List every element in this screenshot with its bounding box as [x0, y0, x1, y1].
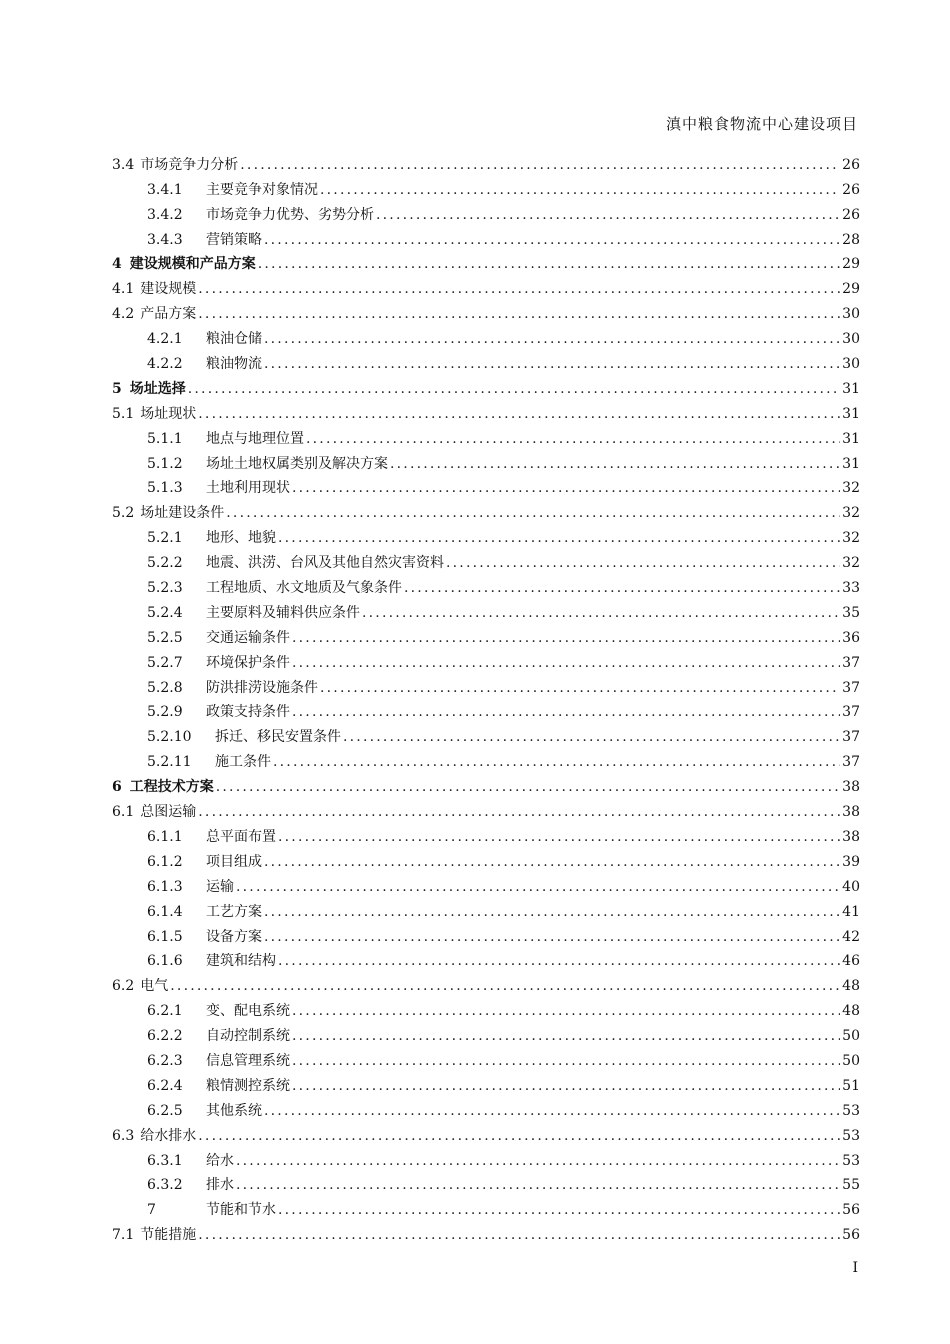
toc-entry-page: 51 — [842, 1077, 860, 1094]
toc-entry[interactable] — [112, 150, 860, 175]
toc-entry-page: 48 — [842, 978, 860, 995]
toc-dot-leader — [362, 603, 840, 623]
toc-entry[interactable] — [112, 299, 860, 324]
toc-entry[interactable] — [112, 474, 860, 499]
toc-dot-leader — [278, 827, 840, 847]
toc-dot-leader — [306, 429, 840, 449]
toc-entry[interactable] — [112, 947, 860, 972]
toc-dot-leader — [292, 478, 840, 498]
toc-entry-number: 6.1.2 — [147, 853, 183, 870]
toc-entry-page: 26 — [842, 156, 860, 173]
toc-entry-title: 市场竞争力优势、劣势分析 — [206, 206, 374, 223]
toc-dot-leader — [198, 304, 840, 324]
toc-entry-number: 5.2.7 — [147, 654, 183, 671]
toc-entry[interactable] — [112, 498, 860, 523]
toc-dot-leader — [404, 578, 840, 598]
toc-entry[interactable] — [112, 1021, 860, 1046]
toc-entry[interactable] — [112, 673, 860, 698]
toc-dot-leader — [292, 1051, 840, 1071]
toc-entry[interactable] — [112, 747, 860, 772]
toc-entry-number: 6.1.4 — [147, 903, 183, 920]
toc-entry-page: 41 — [842, 903, 860, 920]
toc-entry-page: 36 — [842, 629, 860, 646]
toc-dot-leader — [292, 1026, 840, 1046]
toc-entry[interactable] — [112, 971, 860, 996]
toc-entry-number: 6.2.3 — [147, 1052, 183, 1069]
toc-entry-number: 4 — [112, 256, 122, 273]
toc-dot-leader — [236, 1151, 840, 1171]
toc-entry-title: 总图运输 — [140, 804, 197, 821]
toc-entry-number: 6.3.2 — [147, 1177, 183, 1194]
toc-entry-title: 地点与地理位置 — [206, 430, 304, 447]
toc-entry-number: 5 — [112, 380, 122, 397]
toc-dot-leader — [264, 902, 840, 922]
toc-dot-leader — [278, 1200, 840, 1220]
toc-entry-page: 26 — [842, 181, 860, 198]
toc-entry-number: 6.2.5 — [147, 1102, 183, 1119]
toc-dot-leader — [226, 503, 840, 523]
toc-entry-title: 主要竞争对象情况 — [206, 181, 318, 198]
toc-entry-title: 粮油仓储 — [206, 331, 262, 348]
toc-dot-leader — [198, 404, 840, 424]
toc-entry-page: 32 — [842, 530, 860, 547]
toc-entry[interactable] — [112, 996, 860, 1021]
toc-entry-title: 场址土地权属类别及解决方案 — [206, 455, 388, 472]
toc-entry-page: 26 — [842, 206, 860, 223]
toc-entry[interactable] — [112, 548, 860, 573]
toc-entry[interactable] — [112, 200, 860, 225]
toc-entry-title: 运输 — [206, 878, 234, 895]
toc-entry-number: 6.3.1 — [147, 1152, 183, 1169]
toc-dot-leader — [320, 180, 840, 200]
toc-entry-number: 5.2.8 — [147, 679, 183, 696]
toc-entry-title: 场址建设条件 — [140, 505, 225, 522]
header-rule — [112, 143, 858, 144]
toc-entry-page: 29 — [842, 281, 860, 298]
toc-entry-number: 5.2.2 — [147, 555, 183, 572]
toc-entry-page: 28 — [842, 231, 860, 248]
toc-entry-number: 6.2.2 — [147, 1028, 183, 1045]
toc-entry[interactable] — [112, 722, 860, 747]
toc-dot-leader — [390, 454, 840, 474]
toc-entry-page: 37 — [842, 729, 860, 746]
footer-page-number: I — [852, 1260, 858, 1276]
toc-entry[interactable] — [112, 175, 860, 200]
toc-entry[interactable] — [112, 698, 860, 723]
toc-entry-title: 工程技术方案 — [129, 779, 214, 796]
toc-entry-page: 38 — [842, 779, 860, 796]
toc-entry-title: 变、配电系统 — [206, 1003, 290, 1020]
toc-entry[interactable] — [112, 623, 860, 648]
toc-entry[interactable] — [112, 1071, 860, 1096]
toc-entry-title: 其他系统 — [206, 1102, 262, 1119]
toc-entry-page: 56 — [842, 1227, 860, 1244]
toc-entry[interactable] — [112, 1096, 860, 1121]
toc-entry-number: 6.1.3 — [147, 878, 183, 895]
toc-dot-leader — [264, 329, 840, 349]
toc-dot-leader — [170, 976, 840, 996]
toc-entry-page: 31 — [842, 430, 860, 447]
toc-entry-title: 自动控制系统 — [206, 1028, 290, 1045]
toc-entry[interactable] — [112, 1195, 860, 1220]
toc-dot-leader — [198, 279, 840, 299]
toc-entry-page: 38 — [842, 804, 860, 821]
toc-dot-leader — [278, 528, 840, 548]
toc-entry[interactable] — [112, 648, 860, 673]
toc-dot-leader — [343, 727, 840, 747]
toc-entry-number: 6.2.1 — [147, 1003, 183, 1020]
toc-entry-title: 工艺方案 — [206, 903, 262, 920]
toc-entry-title: 给水 — [206, 1152, 234, 1169]
toc-dot-leader — [278, 951, 840, 971]
toc-entry-number: 3.4.2 — [147, 206, 183, 223]
toc-entry[interactable] — [112, 1046, 860, 1071]
toc-entry[interactable] — [112, 847, 860, 872]
toc-entry-page: 50 — [842, 1028, 860, 1045]
toc-entry-page: 31 — [842, 380, 860, 397]
toc-entry-title: 施工条件 — [215, 754, 271, 771]
toc-entry-page: 40 — [842, 878, 860, 895]
toc-entry-number: 3.4.1 — [147, 181, 183, 198]
toc-entry-page: 53 — [842, 1102, 860, 1119]
toc-dot-leader — [198, 1225, 840, 1245]
toc-entry-title: 地形、地貌 — [206, 530, 276, 547]
toc-dot-leader — [264, 1101, 840, 1121]
toc-dot-leader — [258, 254, 840, 274]
toc-entry-number: 4.2 — [112, 306, 135, 323]
toc-entry-title: 建设规模和产品方案 — [129, 256, 256, 273]
toc-entry-number: 5.2.9 — [147, 704, 183, 721]
toc-entry-title: 场址现状 — [140, 405, 197, 422]
toc-dot-leader — [264, 852, 840, 872]
toc-entry-page: 30 — [842, 331, 860, 348]
toc-dot-leader — [292, 1001, 840, 1021]
toc-entry[interactable] — [112, 573, 860, 598]
toc-entry[interactable] — [112, 797, 860, 822]
toc-entry-page: 37 — [842, 754, 860, 771]
toc-entry-number: 7 — [147, 1202, 156, 1219]
toc-entry-title: 粮情测控系统 — [206, 1077, 290, 1094]
toc-entry-number: 3.4 — [112, 156, 135, 173]
toc-entry-number: 5.1.2 — [147, 455, 183, 472]
toc-entry-title: 建筑和结构 — [206, 953, 276, 970]
toc-entry-page: 30 — [842, 356, 860, 373]
toc-entry[interactable] — [112, 897, 860, 922]
toc-entry-title: 拆迁、移民安置条件 — [215, 729, 341, 746]
toc-entry-number: 6.1 — [112, 804, 135, 821]
toc-entry[interactable] — [112, 772, 860, 797]
toc-dot-leader — [198, 802, 840, 822]
toc-dot-leader — [264, 230, 840, 250]
toc-entry-title: 环境保护条件 — [206, 654, 290, 671]
toc-entry-page: 53 — [842, 1127, 860, 1144]
toc-entry-title: 排水 — [206, 1177, 234, 1194]
toc-entry-title: 营销策略 — [206, 231, 262, 248]
toc-entry-page: 48 — [842, 1003, 860, 1020]
toc-dot-leader — [446, 553, 840, 573]
toc-entry-title: 市场竞争力分析 — [140, 156, 239, 173]
toc-entry[interactable] — [112, 424, 860, 449]
toc-dot-leader — [264, 354, 840, 374]
toc-entry-title: 政策支持条件 — [206, 704, 290, 721]
toc-entry-page: 32 — [842, 480, 860, 497]
toc-entry-title: 电气 — [140, 978, 169, 995]
toc-entry-title: 节能措施 — [140, 1227, 197, 1244]
toc-entry-number: 5.1.3 — [147, 480, 183, 497]
toc-entry-page: 50 — [842, 1052, 860, 1069]
toc-entry-number: 5.1 — [112, 405, 135, 422]
toc-entry[interactable] — [112, 274, 860, 299]
toc-entry-number: 6.2 — [112, 978, 135, 995]
toc-entry-number: 4.2.1 — [147, 331, 183, 348]
toc-entry[interactable] — [112, 399, 860, 424]
toc-entry[interactable] — [112, 1220, 860, 1245]
table-of-contents — [112, 150, 860, 1245]
toc-entry[interactable] — [112, 374, 860, 399]
toc-entry-number: 6.3 — [112, 1127, 135, 1144]
toc-entry-page: 37 — [842, 679, 860, 696]
toc-entry-page: 29 — [842, 256, 860, 273]
toc-entry-number: 5.2.3 — [147, 580, 183, 597]
toc-entry[interactable] — [112, 922, 860, 947]
toc-entry-title: 土地利用现状 — [206, 480, 290, 497]
toc-entry-title: 主要原料及辅料供应条件 — [206, 604, 360, 621]
toc-dot-leader — [320, 678, 840, 698]
toc-entry-page: 31 — [842, 405, 860, 422]
toc-entry[interactable] — [112, 598, 860, 623]
toc-entry-title: 设备方案 — [206, 928, 262, 945]
toc-entry-page: 39 — [842, 853, 860, 870]
toc-entry-title: 场址选择 — [129, 380, 186, 397]
toc-entry[interactable] — [112, 1146, 860, 1171]
toc-entry[interactable] — [112, 872, 860, 897]
toc-entry-page: 33 — [842, 580, 860, 597]
toc-entry-page: 31 — [842, 455, 860, 472]
toc-entry-title: 给水排水 — [140, 1127, 197, 1144]
toc-entry[interactable] — [112, 523, 860, 548]
toc-dot-leader — [236, 877, 840, 897]
toc-entry-page: 32 — [842, 555, 860, 572]
toc-dot-leader — [236, 1175, 840, 1195]
toc-dot-leader — [292, 1076, 840, 1096]
toc-entry-title: 总平面布置 — [206, 828, 276, 845]
toc-entry-number: 7.1 — [112, 1227, 135, 1244]
toc-entry[interactable] — [112, 225, 860, 250]
toc-dot-leader — [273, 752, 840, 772]
toc-entry[interactable] — [112, 349, 860, 374]
toc-dot-leader — [264, 927, 840, 947]
toc-entry-title: 产品方案 — [140, 306, 197, 323]
toc-entry-number: 6.1.5 — [147, 928, 183, 945]
toc-dot-leader — [240, 155, 840, 175]
toc-entry-page: 55 — [842, 1177, 860, 1194]
toc-entry-title: 项目组成 — [206, 853, 262, 870]
toc-entry-title: 地震、洪涝、台风及其他自然灾害资料 — [206, 555, 444, 572]
toc-entry-title: 防洪排涝设施条件 — [206, 679, 318, 696]
toc-entry-title: 工程地质、水文地质及气象条件 — [206, 580, 402, 597]
toc-entry-page: 38 — [842, 828, 860, 845]
toc-entry-page: 32 — [842, 505, 860, 522]
toc-entry-page: 35 — [842, 604, 860, 621]
toc-entry-number: 4.2.2 — [147, 356, 183, 373]
toc-entry[interactable] — [112, 1121, 860, 1146]
toc-entry-page: 56 — [842, 1202, 860, 1219]
toc-entry-number: 5.2.10 — [147, 729, 192, 746]
toc-entry-number: 5.2.4 — [147, 604, 183, 621]
toc-dot-leader — [292, 653, 840, 673]
toc-entry[interactable] — [112, 1171, 860, 1196]
toc-entry-page: 53 — [842, 1152, 860, 1169]
toc-entry-page: 42 — [842, 928, 860, 945]
toc-entry-number: 5.2 — [112, 505, 135, 522]
toc-entry[interactable] — [112, 250, 860, 275]
toc-entry-page: 30 — [842, 306, 860, 323]
toc-entry[interactable] — [112, 822, 860, 847]
toc-dot-leader — [188, 379, 840, 399]
toc-entry-title: 节能和节水 — [206, 1202, 276, 1219]
toc-entry-number: 6 — [112, 779, 122, 796]
toc-entry-number: 6.1.6 — [147, 953, 183, 970]
toc-entry-title: 交通运输条件 — [206, 629, 290, 646]
running-header-title: 滇中粮食物流中心建设项目 — [665, 115, 858, 133]
toc-entry-number: 5.2.5 — [147, 629, 183, 646]
toc-dot-leader — [292, 628, 840, 648]
toc-entry-page: 37 — [842, 704, 860, 721]
toc-entry-title: 建设规模 — [140, 281, 197, 298]
toc-entry-page: 46 — [842, 953, 860, 970]
toc-entry-title: 信息管理系统 — [206, 1052, 290, 1069]
toc-entry-page: 37 — [842, 654, 860, 671]
toc-dot-leader — [292, 702, 840, 722]
toc-entry-number: 4.1 — [112, 281, 135, 298]
toc-entry-number: 5.2.11 — [147, 754, 192, 771]
toc-entry[interactable] — [112, 449, 860, 474]
toc-entry-title: 粮油物流 — [206, 356, 262, 373]
toc-dot-leader — [198, 1126, 840, 1146]
toc-entry-number: 6.2.4 — [147, 1077, 183, 1094]
toc-entry-number: 3.4.3 — [147, 231, 183, 248]
toc-entry-number: 5.1.1 — [147, 430, 183, 447]
toc-entry-number: 5.2.1 — [147, 530, 183, 547]
toc-dot-leader — [216, 777, 840, 797]
toc-entry[interactable] — [112, 324, 860, 349]
toc-dot-leader — [376, 205, 840, 225]
toc-entry-number: 6.1.1 — [147, 828, 183, 845]
